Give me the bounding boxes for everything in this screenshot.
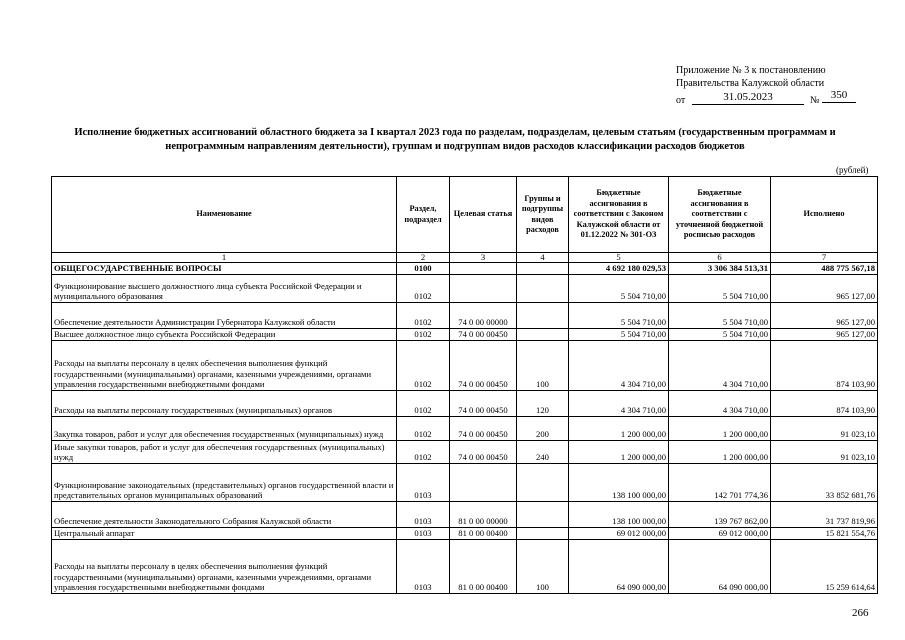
row-expense-group (517, 527, 569, 539)
table-row (52, 390, 878, 416)
row-expense-group (517, 274, 569, 302)
row-section: 0102 (397, 302, 450, 328)
column-number: 6 (669, 253, 771, 263)
column-number: 2 (397, 253, 450, 263)
column-number: 7 (771, 253, 878, 263)
row-target-article (450, 274, 517, 302)
row-revised-amount: 5 504 710,00 (669, 274, 771, 302)
appendix-line-1: Приложение № 3 к постановлению (676, 65, 826, 76)
table-row (52, 263, 878, 275)
row-law-amount: 64 090 000,00 (569, 539, 669, 593)
row-target-article (450, 463, 517, 501)
row-revised-amount: 4 304 710,00 (669, 340, 771, 390)
row-name: Расходы на выплаты персоналу в целях обеспечения выполнения функций государственными (муниципальными) органами, казенными учреждениями, органами управления государственными внебюджетными фондами (52, 539, 397, 593)
document-title: Исполнение бюджетных ассигнований областного бюджета за I квартал 2023 года по разделам, подразделам, целевым статьям (государственным программам и непрограммным направлениям деятельности), группам и подгруппам видов расходов классификации расходов бюджетов (74, 127, 836, 152)
header-law-allocations: Бюджетные ассигнования в соответствии с Законом Калужской области от 01.12.2022 № 301-ОЗ (569, 177, 669, 253)
number-prefix: № (810, 95, 820, 106)
row-revised-amount: 69 012 000,00 (669, 527, 771, 539)
row-law-amount: 5 504 710,00 (569, 328, 669, 340)
table-header-row (52, 177, 878, 253)
row-section: 0102 (397, 390, 450, 416)
units-label: (рублей) (836, 165, 869, 175)
row-name: Иные закупки товаров, работ и услуг для обеспечения государственных (муниципальных) нужд (52, 440, 397, 463)
row-target-article: 74 0 00 00450 (450, 416, 517, 440)
row-executed-amount: 488 775 567,18 (771, 263, 878, 275)
row-executed-amount: 965 127,00 (771, 328, 878, 340)
table-row (52, 416, 878, 440)
row-target-article: 81 0 00 00400 (450, 527, 517, 539)
row-section: 0103 (397, 463, 450, 501)
row-executed-amount: 15 821 554,76 (771, 527, 878, 539)
row-name: Закупка товаров, работ и услуг для обеспечения государственных (муниципальных) нужд (52, 416, 397, 440)
row-law-amount: 1 200 000,00 (569, 440, 669, 463)
row-name: Функционирование высшего должностного лица субъекта Российской Федерации и муниципального образования (52, 274, 397, 302)
row-expense-group: 120 (517, 390, 569, 416)
row-executed-amount: 31 737 819,96 (771, 501, 878, 527)
row-section: 0100 (397, 263, 450, 275)
row-revised-amount: 139 767 862,00 (669, 501, 771, 527)
decree-date: 31.05.2023 (692, 90, 804, 105)
row-law-amount: 69 012 000,00 (569, 527, 669, 539)
header-target-article: Целевая статья (450, 177, 517, 253)
decree-number: 350 (822, 88, 856, 103)
header-executed: Исполнено (771, 177, 878, 253)
row-name: Обеспечение деятельности Администрации Губернатора Калужской области (52, 302, 397, 328)
row-name: Высшее должностное лицо субъекта Российской Федерации (52, 328, 397, 340)
row-section: 0103 (397, 527, 450, 539)
table-row (52, 527, 878, 539)
column-number: 3 (450, 253, 517, 263)
row-revised-amount: 5 504 710,00 (669, 302, 771, 328)
row-target-article: 74 0 00 00450 (450, 440, 517, 463)
row-name: Центральный аппарат (52, 527, 397, 539)
row-revised-amount: 64 090 000,00 (669, 539, 771, 593)
row-law-amount: 4 304 710,00 (569, 340, 669, 390)
row-target-article: 74 0 00 00000 (450, 302, 517, 328)
row-revised-amount: 4 304 710,00 (669, 390, 771, 416)
appendix-line-2: Правительства Калужской области (676, 78, 825, 89)
row-target-article: 81 0 00 00000 (450, 501, 517, 527)
row-target-article: 74 0 00 00450 (450, 390, 517, 416)
row-expense-group: 100 (517, 340, 569, 390)
row-section: 0102 (397, 440, 450, 463)
row-expense-group: 240 (517, 440, 569, 463)
appendix-date-row (676, 90, 876, 108)
row-name: ОБЩЕГОСУДАРСТВЕННЫЕ ВОПРОСЫ (52, 263, 397, 275)
row-target-article: 74 0 00 00450 (450, 340, 517, 390)
row-expense-group (517, 501, 569, 527)
date-prefix: от (676, 95, 686, 106)
budget-table (51, 176, 878, 594)
row-target-article: 74 0 00 00450 (450, 328, 517, 340)
row-law-amount: 4 304 710,00 (569, 390, 669, 416)
header-section: Раздел, подраздел (397, 177, 450, 253)
row-section: 0102 (397, 328, 450, 340)
row-expense-group (517, 463, 569, 501)
column-number: 4 (517, 253, 569, 263)
table-row (52, 302, 878, 328)
table-row (52, 539, 878, 593)
row-executed-amount: 965 127,00 (771, 302, 878, 328)
row-section: 0102 (397, 274, 450, 302)
row-section: 0102 (397, 416, 450, 440)
header-name: Наименование (52, 177, 397, 253)
row-expense-group (517, 328, 569, 340)
row-name: Обеспечение деятельности Законодательного Собрания Калужской области (52, 501, 397, 527)
row-section: 0103 (397, 539, 450, 593)
table-row (52, 328, 878, 340)
row-expense-group (517, 263, 569, 275)
row-law-amount: 5 504 710,00 (569, 274, 669, 302)
row-law-amount: 138 100 000,00 (569, 463, 669, 501)
row-expense-group: 100 (517, 539, 569, 593)
row-target-article: 81 0 00 00400 (450, 539, 517, 593)
row-revised-amount: 1 200 000,00 (669, 440, 771, 463)
appendix-reference (676, 64, 876, 108)
column-numbers-row (52, 253, 878, 263)
row-executed-amount: 91 023,10 (771, 440, 878, 463)
row-name: Функционирование законодательных (представительных) органов государственной власти и представительных органов муниципальных образований (52, 463, 397, 501)
row-revised-amount: 1 200 000,00 (669, 416, 771, 440)
row-revised-amount: 3 306 384 513,31 (669, 263, 771, 275)
table-row (52, 463, 878, 501)
row-law-amount: 138 100 000,00 (569, 501, 669, 527)
header-expense-groups: Группы и подгруппы видов расходов (517, 177, 569, 253)
table-row (52, 501, 878, 527)
header-revised-allocations: Бюджетные ассигнования в соответствии с уточненной бюджетной росписью расходов (669, 177, 771, 253)
row-name: Расходы на выплаты персоналу государственных (муниципальных) органов (52, 390, 397, 416)
row-executed-amount: 874 103,90 (771, 340, 878, 390)
column-number: 5 (569, 253, 669, 263)
row-expense-group: 200 (517, 416, 569, 440)
table-row (52, 274, 878, 302)
page-number: 266 (852, 607, 869, 619)
row-law-amount: 5 504 710,00 (569, 302, 669, 328)
row-revised-amount: 5 504 710,00 (669, 328, 771, 340)
row-expense-group (517, 302, 569, 328)
row-law-amount: 4 692 180 029,53 (569, 263, 669, 275)
row-target-article (450, 263, 517, 275)
row-law-amount: 1 200 000,00 (569, 416, 669, 440)
row-section: 0102 (397, 340, 450, 390)
row-name: Расходы на выплаты персоналу в целях обеспечения выполнения функций государственными (муниципальными) органами, казенными учреждениями, органами управления государственными внебюджетными фондами (52, 340, 397, 390)
row-executed-amount: 874 103,90 (771, 390, 878, 416)
row-executed-amount: 91 023,10 (771, 416, 878, 440)
row-revised-amount: 142 701 774,36 (669, 463, 771, 501)
row-executed-amount: 33 852 681,76 (771, 463, 878, 501)
table-row (52, 340, 878, 390)
table-row (52, 440, 878, 463)
row-executed-amount: 965 127,00 (771, 274, 878, 302)
row-section: 0103 (397, 501, 450, 527)
column-number: 1 (52, 253, 397, 263)
row-executed-amount: 15 259 614,64 (771, 539, 878, 593)
